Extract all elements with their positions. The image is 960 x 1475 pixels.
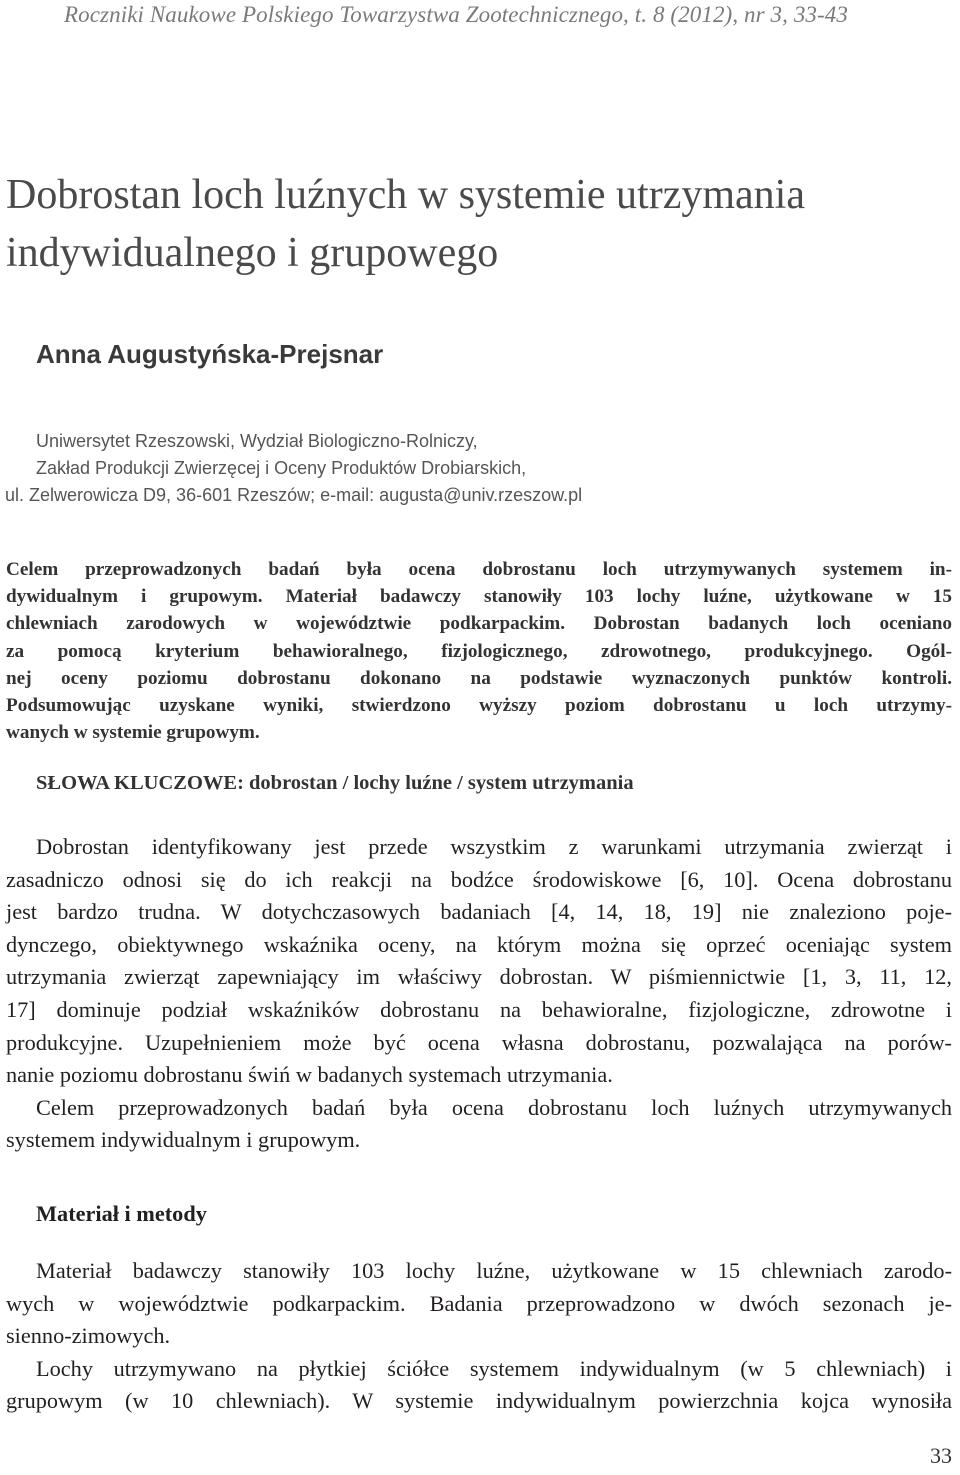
abstract-line: Celem przeprowadzonych badań była ocena dobrostanu loch utrzymywanych systemem in-	[6, 559, 952, 580]
abstract	[6, 556, 952, 746]
intro-line: 17] dominuje podział wskaźników dobrostanu na behawioralne, fizjologiczne, zdrowotne i	[6, 996, 952, 1022]
methods-line: sienno-zimowych.	[6, 1323, 171, 1349]
abstract-line: dywidualnym i grupowym. Materiał badawczy stanowiły 103 lochy luźne, użytkowane w 15	[6, 586, 952, 608]
intro-line: dynczego, obiektywnego wskaźnika oceny, na którym można się oprzeć oceniając system	[6, 931, 952, 957]
article-title	[6, 166, 805, 282]
affiliation-line: Uniwersytet Rzeszowski, Wydział Biologiczno-Rolniczy,	[36, 431, 478, 451]
page-number: 33	[930, 1443, 952, 1468]
author-name: Anna Augustyńska-Prejsnar	[36, 339, 384, 369]
methods	[6, 1255, 952, 1418]
intro-line: nanie poziomu dobrostanu świń w badanych systemach utrzymania.	[6, 1062, 613, 1088]
keywords: SŁOWA KLUCZOWE: dobrostan / lochy luźne / system utrzymania	[36, 772, 634, 794]
introduction	[6, 831, 952, 1157]
abstract-line: Podsumowując uzyskane wyniki, stwierdzono wyższy poziom dobrostanu u loch utrzymy-	[6, 695, 952, 717]
intro-line: Dobrostan identyfikowany jest przede wszystkim z warunkami utrzymania zwierząt i	[36, 834, 952, 859]
affiliation-line: Zakład Produkcji Zwierzęcej i Oceny Produktów Drobiarskich,	[36, 458, 527, 478]
abstract-line: nej oceny poziomu dobrostanu dokonano na podstawie wyznaczonych punktów kontroli.	[6, 667, 952, 689]
intro-line: jest bardzo trudna. W dotychczasowych badaniach [4, 14, 18, 19] nie znaleziono poje-	[6, 899, 952, 925]
intro-line: utrzymania zwierząt zapewniający im właściwy dobrostan. W piśmiennictwie [1, 3, 11, 12,	[6, 964, 952, 990]
abstract-line: chlewniach zarodowych w województwie podkarpackim. Dobrostan badanych loch oceniano	[6, 613, 952, 635]
methods-line: Materiał badawczy stanowiły 103 lochy luźne, użytkowane w 15 chlewniach zarodo-	[36, 1258, 952, 1283]
methods-line: grupowym (w 10 chlewniach). W systemie indywidualnym powierzchnia kojca wynosiła	[6, 1388, 952, 1414]
intro-line: produkcyjne. Uzupełnieniem może być ocena własna dobrostanu, pozwalająca na porów-	[6, 1029, 952, 1055]
abstract-line: wanych w systemie grupowym.	[6, 722, 260, 744]
intro-line: Celem przeprowadzonych badań była ocena dobrostanu loch luźnych utrzymywanych	[36, 1094, 952, 1120]
intro-line: zasadniczo odnosi się do ich reakcji na bodźce środowiskowe [6, 10]. Ocena dobrostanu	[6, 866, 952, 892]
abstract-line: za pomocą kryterium behawioralnego, fizjologicznego, zdrowotnego, produkcyjnego. Ogól-	[6, 640, 952, 662]
title-line: indywidualnego i grupowego	[6, 230, 499, 276]
methods-line: wych w województwie podkarpackim. Badania przeprowadzono w dwóch sezonach je-	[6, 1290, 952, 1316]
affiliation	[5, 428, 583, 509]
section-heading: Materiał i metody	[36, 1201, 207, 1226]
journal-header: Roczniki Naukowe Polskiego Towarzystwa Zootechnicznego, t. 8 (2012), nr 3, 33-43	[64, 2, 848, 27]
intro-line: systemem indywidualnym i grupowym.	[6, 1127, 361, 1153]
methods-line: Lochy utrzymywano na płytkiej ściółce systemem indywidualnym (w 5 chlewniach) i	[36, 1355, 952, 1381]
affiliation-line: ul. Zelwerowicza D9, 36-601 Rzeszów; e-mail: augusta@univ.rzeszow.pl	[5, 485, 583, 505]
title-line: Dobrostan loch luźnych w systemie utrzymania	[6, 172, 805, 218]
